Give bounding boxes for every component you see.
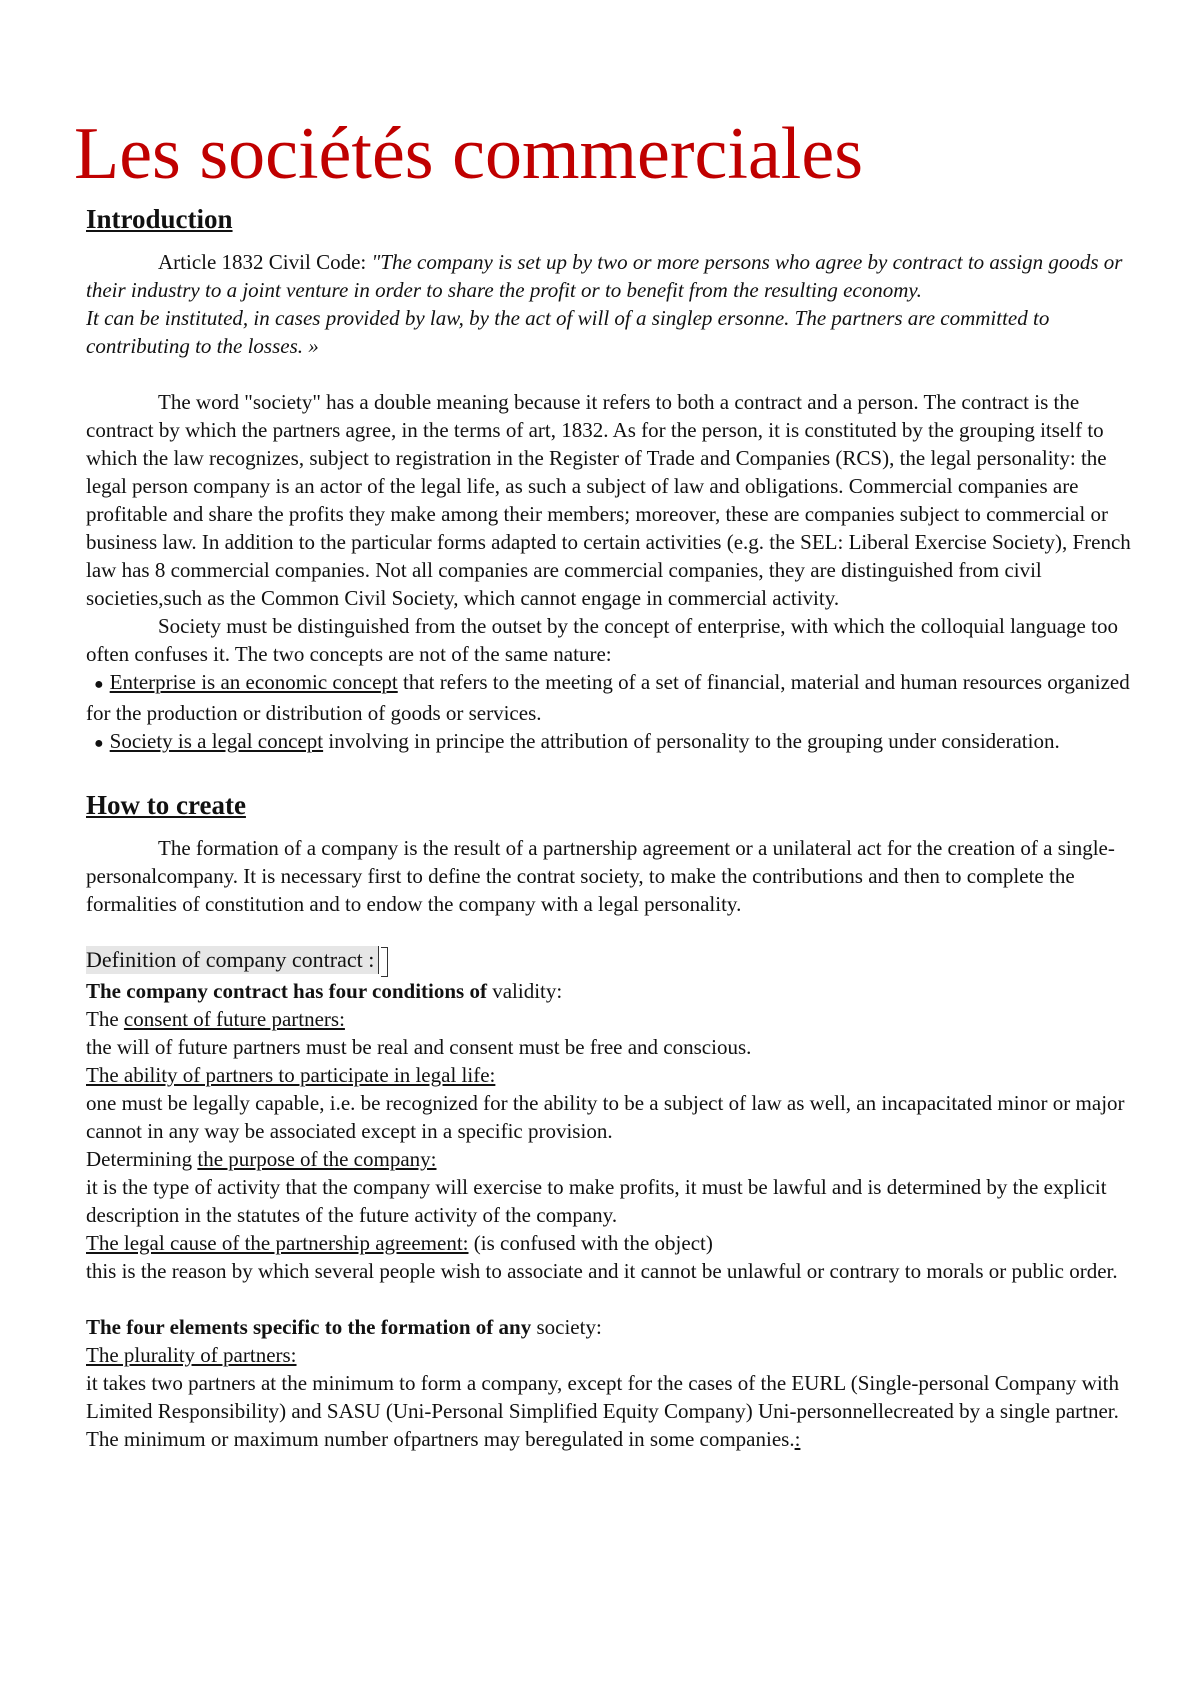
article-quote-paragraph	[86, 248, 1146, 304]
spacer	[86, 360, 1146, 388]
spacer	[86, 1285, 1146, 1313]
cause-heading	[86, 1229, 1146, 1257]
section-heading-introduction: Introduction	[86, 204, 233, 234]
ability-text: one must be legally capable, i.e. be recognized for the ability to be a subject of law as well, an incapacitated minor or major cannot in any way be associated except in a specific provision.	[86, 1091, 1125, 1144]
plurality-text	[86, 1369, 1146, 1453]
bullet-icon: ●	[94, 735, 104, 752]
consent-pre: The	[86, 1007, 124, 1032]
document-body	[74, 112, 1146, 1453]
spacer	[86, 918, 1146, 946]
consent-term: consent of future partners:	[123, 1007, 345, 1032]
conditions-bold: The company contract has four conditions of	[86, 979, 487, 1004]
page-title: Les sociétés commerciales	[74, 113, 863, 195]
plurality-body: it takes two partners at the minimum to form a company, except for the cases of the EURL (Single-personal Company with Limited Responsibility) and SASU (Uni-Personal Simplified Equity Company) Uni-personnellecreated by a single partner. The minimum or maximum number ofpartners may beregulated in some companies.	[86, 1371, 1120, 1452]
definition-label[interactable]: Definition of company contract :	[86, 946, 379, 974]
article-quote-continued: It can be instituted, in cases provided by law, by the act of will of a singlep ersonne. The partners are committed to contributing to the losses. »	[86, 306, 1050, 358]
four-elements-line	[86, 1313, 1146, 1341]
ability-term: The ability of partners to participate in legal life:	[86, 1063, 496, 1088]
plurality-end: :	[794, 1427, 801, 1452]
purpose-heading	[86, 1145, 1146, 1173]
list-item	[86, 727, 1146, 758]
four-elements-rest: society:	[531, 1315, 602, 1340]
intro-paragraph-1: The word "society" has a double meaning because it refers to both a contract and a person. The contract is the contract by which the partners agree, in the terms of art, 1832. As for the person, it is constituted by the grouping itself to which the law recognizes, subject to registration in the Register of Trade and Companies (RCS), the legal personality: the legal person company is an actor of the legal life, as such a subject of law and obligations. Commercial companies are profitable and share the profits they make among their members; moreover, these are companies subject to commercial or business law. In addition to the particular forms adapted to certain activities (e.g. the SEL: Liberal Exercise Society), French law has 8 commercial companies. Not all companies are commercial companies, they are distinguished from civil societies,such as the Common Civil Society, which cannot engage in commercial activity.	[86, 390, 1131, 610]
article-quote: "The company is set up by two or more persons who agree by contract to assign goods or their industry to a joint venture in order to share the profit or to benefit from the resulting economy.	[86, 250, 1123, 302]
create-paragraph-1: The formation of a company is the result of a partnership agreement or a unilateral act for the creation of a single-personalcompany. It is necessary first to define the contrat society, to make the contributions and then to complete the formalities of constitution and to endow the company with a legal personality.	[86, 836, 1115, 916]
ability-heading	[86, 1061, 1146, 1089]
bullet-term: Society is a legal concept	[109, 729, 324, 753]
article-lead: Article 1832 Civil Code:	[158, 250, 372, 274]
four-elements-bold: The four elements specific to the formation of any	[86, 1315, 532, 1340]
section-heading-how-to-create: How to create	[86, 790, 246, 820]
cause-text: this is the reason by which several people wish to associate and it cannot be unlawful or contrary to morals or public order.	[86, 1259, 1118, 1284]
intro-paragraph-2: Society must be distinguished from the outset by the concept of enterprise, with which the colloquial language too often confuses it. The two concepts are not of the same nature:	[86, 614, 1118, 666]
plurality-heading	[86, 1341, 1146, 1369]
bullet-text: that refers to the meeting of a set of financial, material and human resources organized for the production or distribution of goods or services.	[86, 670, 1130, 725]
bullet-icon: ●	[94, 676, 104, 693]
plurality-term: The plurality of partners:	[86, 1343, 297, 1368]
purpose-text: it is the type of activity that the company will exercise to make profits, it must be lawful and is determined by the explicit description in the statutes of the future activity of the company.	[86, 1175, 1107, 1228]
list-item	[86, 668, 1146, 727]
consent-text: the will of future partners must be real and consent must be free and conscious.	[86, 1035, 752, 1060]
text-cursor-icon	[381, 947, 388, 977]
purpose-term: the purpose of the company:	[197, 1147, 437, 1172]
bullet-text: involving in principe the attribution of personality to the grouping under consideration.	[323, 729, 1060, 753]
conditions-line	[86, 977, 1146, 1005]
purpose-pre: Determining	[86, 1147, 198, 1172]
conditions-rest: validity:	[486, 979, 563, 1004]
definition-line	[86, 946, 1146, 977]
cause-rest: (is confused with the object)	[468, 1231, 713, 1256]
consent-heading	[86, 1005, 1146, 1033]
bullet-term: Enterprise is an economic concept	[109, 670, 398, 694]
cause-term: The legal cause of the partnership agreement:	[86, 1231, 469, 1256]
